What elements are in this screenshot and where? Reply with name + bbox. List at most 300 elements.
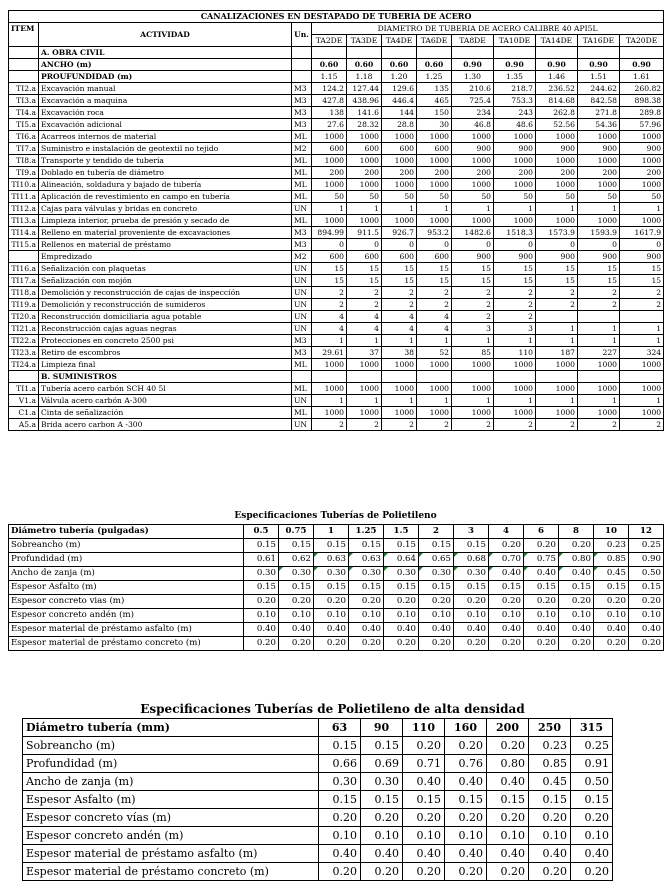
activity-label: Protecciones en concreto 2500 psi: [39, 335, 292, 347]
quantity-value: 30: [417, 119, 452, 131]
spec-value: [314, 609, 349, 623]
spec-value-text: 0.15: [326, 582, 346, 592]
spec-value: [454, 539, 489, 553]
activity-label: Demolición y reconstrucción de cajas de inspección: [39, 287, 292, 299]
unit-label: M3: [292, 239, 312, 251]
quantity-value: 50: [312, 191, 347, 203]
activity-label: Transporte y tendido de tubería: [39, 155, 292, 167]
activity-label: Excavación a maquina: [39, 95, 292, 107]
quantity-value: 50: [347, 191, 382, 203]
quantity-value: 900: [494, 143, 536, 155]
quantity-value: 1593.9: [578, 227, 620, 239]
table-row: [9, 637, 664, 651]
spec-value-text: 0.15: [641, 582, 661, 592]
item-code: TI16.a: [9, 263, 39, 275]
spec-value-text: 0.30: [291, 568, 311, 578]
profundidad-value: 1.20: [382, 71, 417, 83]
quantity-value: 600: [312, 251, 347, 263]
spec-value: 0.15: [361, 737, 403, 755]
unit-label: M3: [292, 227, 312, 239]
spec-value: 0.10: [403, 827, 445, 845]
spec-value: [314, 567, 349, 581]
spec-value-text: 0.15: [466, 540, 486, 550]
unit-label: ML: [292, 179, 312, 191]
diameter-column: 90: [361, 719, 403, 737]
spec-value: [489, 623, 524, 637]
unit-cell: [292, 59, 312, 71]
spec-label: Ancho de zanja (m): [23, 773, 319, 791]
table-row: [23, 773, 613, 791]
quantity-value: 1000: [452, 359, 494, 371]
hdpe-spec-title: Especificaciones Tuberías de Polietileno de alta densidad: [140, 702, 525, 716]
spec-value: [314, 623, 349, 637]
quantity-value: 1: [347, 335, 382, 347]
quantity-value: 1: [312, 395, 347, 407]
spec-value: 0.20: [529, 809, 571, 827]
quantity-value: 1: [494, 395, 536, 407]
spec-value-text: 0.20: [571, 540, 591, 550]
item-code: TI22.a: [9, 335, 39, 347]
quantity-value: 1000: [382, 359, 417, 371]
spec-value: [594, 609, 629, 623]
column-code: TA16DE: [578, 35, 620, 47]
activity-label: Rellenos en material de préstamo: [39, 239, 292, 251]
spec-value: 0.40: [319, 845, 361, 863]
table1-title-row: [9, 11, 664, 23]
quantity-value: 15: [620, 275, 664, 287]
spec-value-text: 0.15: [606, 582, 626, 592]
spec-value: 0.40: [487, 845, 529, 863]
value-cell: [620, 371, 664, 383]
quantity-value: 900: [620, 251, 664, 263]
spec-value-text: 0.20: [361, 638, 381, 648]
spec-value-text: 0.30: [326, 568, 346, 578]
diameter-column: 63: [319, 719, 361, 737]
quantity-value: 1573.9: [536, 227, 578, 239]
quantity-value: 4: [312, 311, 347, 323]
spec-value: [314, 553, 349, 567]
table-row: [9, 395, 664, 407]
quantity-value: 2: [382, 287, 417, 299]
quantity-value: 1617.9: [620, 227, 664, 239]
spec-value: [524, 595, 559, 609]
item-code: A5.a: [9, 419, 39, 431]
spec-value: [419, 637, 454, 651]
quantity-value: 1000: [494, 383, 536, 395]
unit-label: ML: [292, 383, 312, 395]
activity-label: Retiro de escombros: [39, 347, 292, 359]
steel-pipe-quantities-table: [8, 10, 664, 431]
table-row: [9, 131, 664, 143]
table-row: [9, 347, 664, 359]
item-code: TI19.a: [9, 299, 39, 311]
spec-label: Espesor material de préstamo concreto (m): [23, 863, 319, 881]
spec-value-text: 0.15: [431, 540, 451, 550]
spec-value: [349, 581, 384, 595]
spec-label: Espesor Asfalto (m): [9, 581, 244, 595]
quantity-value: 2: [382, 419, 417, 431]
spec-value-text: 0.25: [641, 540, 661, 550]
spec-value-text: 0.30: [466, 568, 486, 578]
error-flag-icon: [489, 567, 493, 571]
unit-cell: [292, 371, 312, 383]
activity-label: Cinta de señalización: [39, 407, 292, 419]
diameter-column: 315: [571, 719, 613, 737]
quantity-value: 446.4: [382, 95, 417, 107]
activity-label: Relleno en material proveniente de excavaciones: [39, 227, 292, 239]
spec-value: [559, 581, 594, 595]
error-flag-icon: [454, 553, 458, 557]
table-row: [9, 239, 664, 251]
quantity-value: 1482.6: [452, 227, 494, 239]
spec-value: [349, 595, 384, 609]
item-cell: [9, 71, 39, 83]
spec-value: [559, 595, 594, 609]
ancho-value: 0.60: [347, 59, 382, 71]
table-row: [23, 863, 613, 881]
quantity-value: 1000: [312, 359, 347, 371]
quantity-value: 2: [494, 311, 536, 323]
quantity-value: 50: [494, 191, 536, 203]
table-row: [9, 407, 664, 419]
quantity-value: 600: [417, 143, 452, 155]
spec-value: [419, 581, 454, 595]
quantity-value: 4: [417, 323, 452, 335]
spec-value: [419, 567, 454, 581]
quantity-value: 1: [620, 335, 664, 347]
quantity-value: 50: [382, 191, 417, 203]
activity-label: Señalización con mojón: [39, 275, 292, 287]
spec-value: 0.20: [319, 809, 361, 827]
quantity-value: 1000: [312, 215, 347, 227]
diameter-column: 2: [419, 525, 454, 539]
unit-label: ML: [292, 359, 312, 371]
error-flag-icon: [559, 567, 563, 571]
table-row: [9, 215, 664, 227]
table-row: [9, 83, 664, 95]
spec-value-text: 0.20: [501, 638, 521, 648]
quantity-value: 0: [417, 239, 452, 251]
spec-value-text: 0.68: [466, 554, 486, 564]
unit-label: UN: [292, 299, 312, 311]
diameter-column: 3: [454, 525, 489, 539]
error-flag-icon: [594, 567, 598, 571]
spec-value: [629, 637, 664, 651]
spec-value: [629, 609, 664, 623]
quantity-value: 210.6: [452, 83, 494, 95]
quantity-value: 814.68: [536, 95, 578, 107]
quantity-value: 911.5: [347, 227, 382, 239]
table-row: [9, 143, 664, 155]
spec-value-text: 0.15: [571, 582, 591, 592]
value-cell: [494, 371, 536, 383]
quantity-value: 2: [382, 299, 417, 311]
spec-value-text: 0.20: [641, 596, 661, 606]
spec-value: [419, 623, 454, 637]
unit-label: ML: [292, 155, 312, 167]
quantity-value: 1000: [494, 359, 536, 371]
spec-value: [559, 567, 594, 581]
quantity-value: 1000: [312, 155, 347, 167]
table-row: [9, 553, 664, 567]
column-code: TA2DE: [312, 35, 347, 47]
quantity-value: 2: [417, 419, 452, 431]
column-code: TA10DE: [494, 35, 536, 47]
activity-label: Suministro e instalación de geotextil no tejido: [39, 143, 292, 155]
spec-value: [279, 595, 314, 609]
item-code: C1.a: [9, 407, 39, 419]
diameter-column: 0.5: [244, 525, 279, 539]
spec-value: [559, 609, 594, 623]
item-cell: [9, 59, 39, 71]
quantity-value: 1: [452, 335, 494, 347]
quantity-value: 465: [417, 95, 452, 107]
unit-label: ML: [292, 167, 312, 179]
diameter-column: 110: [403, 719, 445, 737]
activity-label: Doblado en tubería de diámetro: [39, 167, 292, 179]
profundidad-value: 1.51: [578, 71, 620, 83]
ancho-row: [9, 59, 664, 71]
spec-value: [349, 609, 384, 623]
quantity-value: 1000: [347, 359, 382, 371]
activity-label: Limpieza interior, prueba de presión y secado de: [39, 215, 292, 227]
spec-value-text: 0.20: [571, 638, 591, 648]
spec-value-text: 0.45: [606, 568, 626, 578]
diameter-column: 160: [445, 719, 487, 737]
error-flag-icon: [384, 553, 388, 557]
quantity-value: 1000: [536, 155, 578, 167]
spec-value-text: 0.10: [501, 610, 521, 620]
spec-value: [384, 553, 419, 567]
quantity-value: 324: [620, 347, 664, 359]
diameter-column: 10: [594, 525, 629, 539]
table-row: [9, 323, 664, 335]
spec-value-text: 0.40: [326, 624, 346, 634]
unit-label: UN: [292, 311, 312, 323]
spec-value-text: 0.20: [536, 540, 556, 550]
quantity-value: 1000: [417, 407, 452, 419]
quantity-value: 1000: [417, 383, 452, 395]
quantity-value: 900: [578, 251, 620, 263]
quantity-value: 1000: [536, 179, 578, 191]
item-code: TI12.a: [9, 203, 39, 215]
table-row: [9, 419, 664, 431]
activity-label: Demolición y reconstrucción de sumideros: [39, 299, 292, 311]
spec-value: 0.15: [487, 791, 529, 809]
quantity-value: 234: [452, 107, 494, 119]
spec-value-text: 0.20: [466, 638, 486, 648]
spec-value: 0.40: [529, 845, 571, 863]
spec-value: 0.20: [487, 863, 529, 881]
diameter-header: DIAMETRO DE TUBERIA DE ACERO CALIBRE 40 API5L: [312, 23, 664, 35]
profundidad-value: 1.35: [494, 71, 536, 83]
spec-value: [384, 595, 419, 609]
table-row: [9, 179, 664, 191]
spec-value: [524, 623, 559, 637]
spec-value-text: 0.40: [536, 624, 556, 634]
quantity-value: 15: [494, 275, 536, 287]
spec-value: [524, 539, 559, 553]
diameter-header: Diámetro tubería (mm): [23, 719, 319, 737]
ancho-value: 0.60: [417, 59, 452, 71]
column-code: TA6DE: [417, 35, 452, 47]
spec-value-text: 0.20: [501, 596, 521, 606]
spec-value: [279, 581, 314, 595]
activity-label: Válvula acero carbón A-300: [39, 395, 292, 407]
unit-label: M3: [292, 347, 312, 359]
unit-label: M3: [292, 107, 312, 119]
spec-value: [454, 609, 489, 623]
diameter-column: 1.5: [384, 525, 419, 539]
quantity-value: 15: [382, 275, 417, 287]
column-code: TA14DE: [536, 35, 578, 47]
quantity-value: 1000: [536, 215, 578, 227]
value-cell: [536, 371, 578, 383]
item-code: TI21.a: [9, 323, 39, 335]
activity-header: ACTIVIDAD: [39, 23, 292, 47]
unit-label: UN: [292, 263, 312, 275]
spec-value: [349, 623, 384, 637]
quantity-value: 900: [620, 143, 664, 155]
item-code: TI13.a: [9, 215, 39, 227]
quantity-value: 200: [494, 167, 536, 179]
spec-label: Espesor concreto vías (m): [23, 809, 319, 827]
table-row: [9, 595, 664, 609]
spec-value: 0.69: [361, 755, 403, 773]
quantity-value: 15: [312, 275, 347, 287]
spec-value: [489, 637, 524, 651]
spec-value: [384, 637, 419, 651]
item-code: TI5.a: [9, 119, 39, 131]
quantity-value: [620, 311, 664, 323]
quantity-value: 0: [536, 239, 578, 251]
spec-value: [419, 539, 454, 553]
spec-value-text: 0.15: [501, 582, 521, 592]
spec-label: Sobreancho (m): [9, 539, 244, 553]
quantity-value: 4: [347, 311, 382, 323]
quantity-value: 27.6: [312, 119, 347, 131]
spec-label: Espesor concreto andén (m): [9, 609, 244, 623]
quantity-value: 1000: [452, 155, 494, 167]
spec-value: 0.15: [571, 791, 613, 809]
error-flag-icon: [559, 553, 563, 557]
quantity-value: 1518.3: [494, 227, 536, 239]
spec-value: [629, 567, 664, 581]
quantity-value: 1: [536, 203, 578, 215]
spec-value: [244, 637, 279, 651]
quantity-value: 2: [452, 311, 494, 323]
quantity-value: 1: [578, 323, 620, 335]
diameter-column: 4: [489, 525, 524, 539]
spec-value-text: 0.10: [606, 610, 626, 620]
spec-value: [279, 623, 314, 637]
quantity-value: 1: [620, 323, 664, 335]
value-cell: [417, 47, 452, 59]
quantity-value: 144: [382, 107, 417, 119]
quantity-value: 842.58: [578, 95, 620, 107]
profundidad-row: [9, 71, 664, 83]
spec-value: 0.10: [529, 827, 571, 845]
quantity-value: 900: [578, 143, 620, 155]
quantity-value: 141.6: [347, 107, 382, 119]
table1-header-row: [9, 23, 664, 35]
quantity-value: 200: [578, 167, 620, 179]
spec-value: [279, 567, 314, 581]
quantity-value: 15: [578, 275, 620, 287]
spec-value-text: 0.40: [466, 624, 486, 634]
value-cell: [494, 47, 536, 59]
polyethylene-spec-table: [8, 524, 664, 651]
error-flag-icon: [349, 567, 353, 571]
table-row: [9, 623, 664, 637]
spec-value: 0.71: [403, 755, 445, 773]
value-cell: [578, 47, 620, 59]
spec-value-text: 0.90: [641, 554, 661, 564]
spec-value-text: 0.40: [291, 624, 311, 634]
quantity-value: 1000: [347, 215, 382, 227]
quantity-value: 1000: [578, 383, 620, 395]
spec-value: 0.20: [445, 863, 487, 881]
spec-value-text: 0.40: [641, 624, 661, 634]
spec-value-text: 0.62: [291, 554, 311, 564]
column-code: TA4DE: [382, 35, 417, 47]
spec-value-text: 0.15: [256, 582, 276, 592]
spec-value: 0.20: [445, 809, 487, 827]
ancho-value: 0.90: [452, 59, 494, 71]
spec-label: Espesor material de préstamo concreto (m): [9, 637, 244, 651]
quantity-value: 244.62: [578, 83, 620, 95]
quantity-value: 150: [417, 107, 452, 119]
spec-value: 0.15: [361, 791, 403, 809]
quantity-value: 57.96: [620, 119, 664, 131]
spec-label: Espesor material de préstamo asfalto (m): [9, 623, 244, 637]
item-code: TI10.a: [9, 179, 39, 191]
quantity-value: 600: [312, 143, 347, 155]
spec-value: 0.25: [571, 737, 613, 755]
spec-value: [629, 623, 664, 637]
table-row: [9, 581, 664, 595]
quantity-value: 1000: [347, 383, 382, 395]
section-a-title-row: [9, 47, 664, 59]
diameter-column: 6: [524, 525, 559, 539]
quantity-value: 1: [312, 203, 347, 215]
spec-value: [594, 553, 629, 567]
spec-value: 0.20: [529, 863, 571, 881]
spec-value: [384, 567, 419, 581]
quantity-value: 894.99: [312, 227, 347, 239]
quantity-value: 1000: [536, 407, 578, 419]
spec-value-text: 0.20: [396, 638, 416, 648]
quantity-value: 15: [452, 275, 494, 287]
spec-value-text: 0.80: [571, 554, 591, 564]
quantity-value: 110: [494, 347, 536, 359]
unit-label: ML: [292, 407, 312, 419]
quantity-value: 3: [452, 323, 494, 335]
spec-value-text: 0.40: [256, 624, 276, 634]
quantity-value: 2: [536, 419, 578, 431]
spec-value: 0.15: [319, 791, 361, 809]
quantity-value: 50: [417, 191, 452, 203]
diameter-header: Diámetro tubería (pulgadas): [9, 525, 244, 539]
quantity-value: 38: [382, 347, 417, 359]
spec-value-text: 0.23: [606, 540, 626, 550]
spec-value: [244, 553, 279, 567]
spec-value: [524, 609, 559, 623]
quantity-value: 29.61: [312, 347, 347, 359]
item-code: TI7.a: [9, 143, 39, 155]
quantity-value: 1000: [417, 215, 452, 227]
table-row: [9, 203, 664, 215]
